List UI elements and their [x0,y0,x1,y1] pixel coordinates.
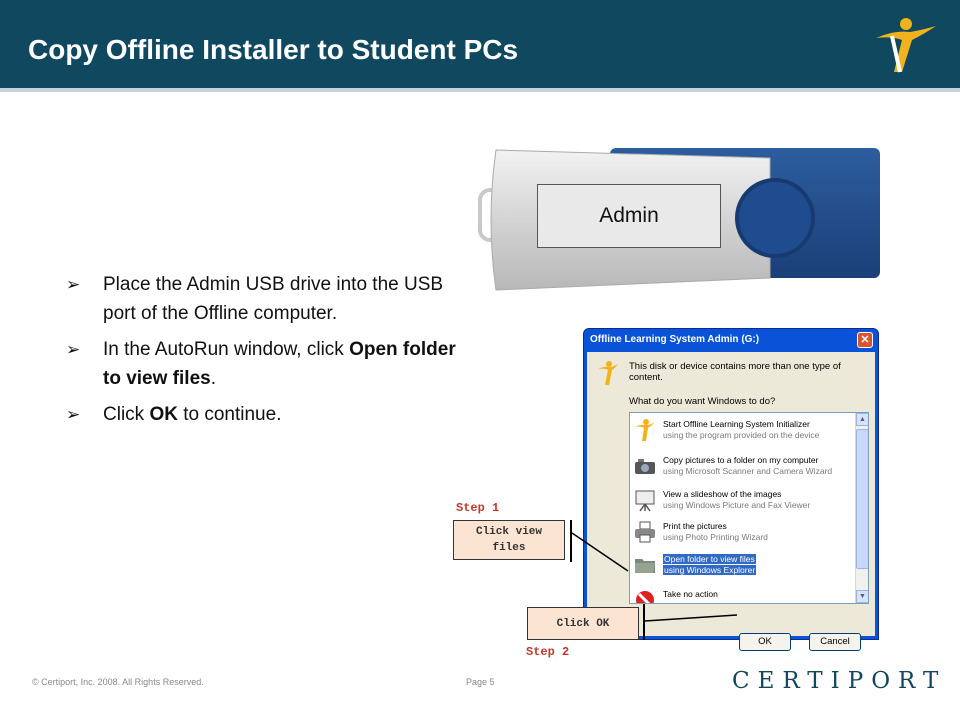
scroll-thumb[interactable] [856,429,869,569]
bullet-item [66,270,456,328]
step1-label: Step 1 [456,501,500,515]
option-subtitle: using Microsoft Scanner and Camera Wizard [663,466,833,476]
list-option-open-folder[interactable] [633,550,853,580]
certiport-figure-logo-icon [872,16,938,74]
option-title: Take no action [663,589,718,599]
option-subtitle: using Photo Printing Wizard [663,532,768,542]
footer-page-number: Page 5 [466,677,495,687]
instruction-list [66,270,456,436]
step2-callout: Click OK [527,607,639,640]
dialog-title: Offline Learning System Admin (G:) [590,334,760,345]
callout-bracket [643,604,645,640]
bullet-text: In the AutoRun window, click [103,339,350,360]
close-button[interactable]: ✕ [857,332,873,348]
bullet-item [66,335,456,393]
step2-label: Step 2 [526,645,570,659]
folder-icon [633,553,657,577]
slideshow-icon [633,488,657,512]
dialog-body [587,352,875,647]
list-scrollbar[interactable] [855,413,868,603]
option-title: Open folder to view files [664,554,755,564]
option-title: Start Offline Learning System Initializer [663,419,810,429]
callout-bracket [570,520,572,562]
cancel-button[interactable]: Cancel [809,633,861,651]
scroll-down-button[interactable]: ▼ [856,590,869,603]
option-title: Copy pictures to a folder on my computer [663,455,819,465]
certiport-logo-icon: CERTIPORT [732,668,947,694]
option-subtitle: using Windows Picture and Fax Viewer [663,500,811,510]
printer-icon [633,520,657,544]
step1-callout: Click view files [453,520,565,560]
list-option-slideshow[interactable] [633,485,853,515]
bullet-bold-text: Open folder to view files [103,339,456,389]
slide-title: Copy Offline Installer to Student PCs [28,34,519,65]
footer-copyright: © Certiport, Inc. 2008. All Rights Reserved. [32,677,204,687]
option-title: Print the pictures [663,521,727,531]
action-list[interactable] [629,412,869,604]
dialog-message: This disk or device contains more than one type of content. [629,361,841,383]
certiport-figure-icon [597,360,619,386]
list-option-print[interactable] [633,517,853,547]
bullet-text: Click [103,404,150,425]
certiport-figure-icon [633,418,657,442]
bullet-item [66,400,456,429]
dialog-question: What do you want Windows to do? [629,396,776,407]
bullet-text: . [210,368,216,389]
option-title: View a slideshow of the images [663,489,782,499]
arrow-bullet-icon: ➢ [66,405,81,424]
bullet-bold-text: OK [149,404,178,425]
camera-icon [633,454,657,478]
list-option-take-no-action[interactable] [633,585,853,604]
usb-drive-label: Admin [537,184,721,248]
autorun-dialog [583,328,879,647]
ok-button[interactable]: OK [739,633,791,651]
arrow-bullet-icon: ➢ [66,340,81,359]
header-divider [0,88,960,92]
scroll-up-button[interactable]: ▲ [856,413,869,426]
arrow-bullet-icon: ➢ [66,275,81,294]
list-option-start-initializer[interactable] [633,415,853,445]
bullet-text: to continue. [177,404,282,425]
list-option-copy-pictures[interactable] [633,451,853,481]
bullet-text: Place the Admin USB drive into the USB port of the Offline computer. [103,274,444,324]
option-subtitle: using the program provided on the device [663,430,820,440]
option-subtitle: using Windows Explorer [664,565,756,575]
no-action-icon [633,588,657,604]
